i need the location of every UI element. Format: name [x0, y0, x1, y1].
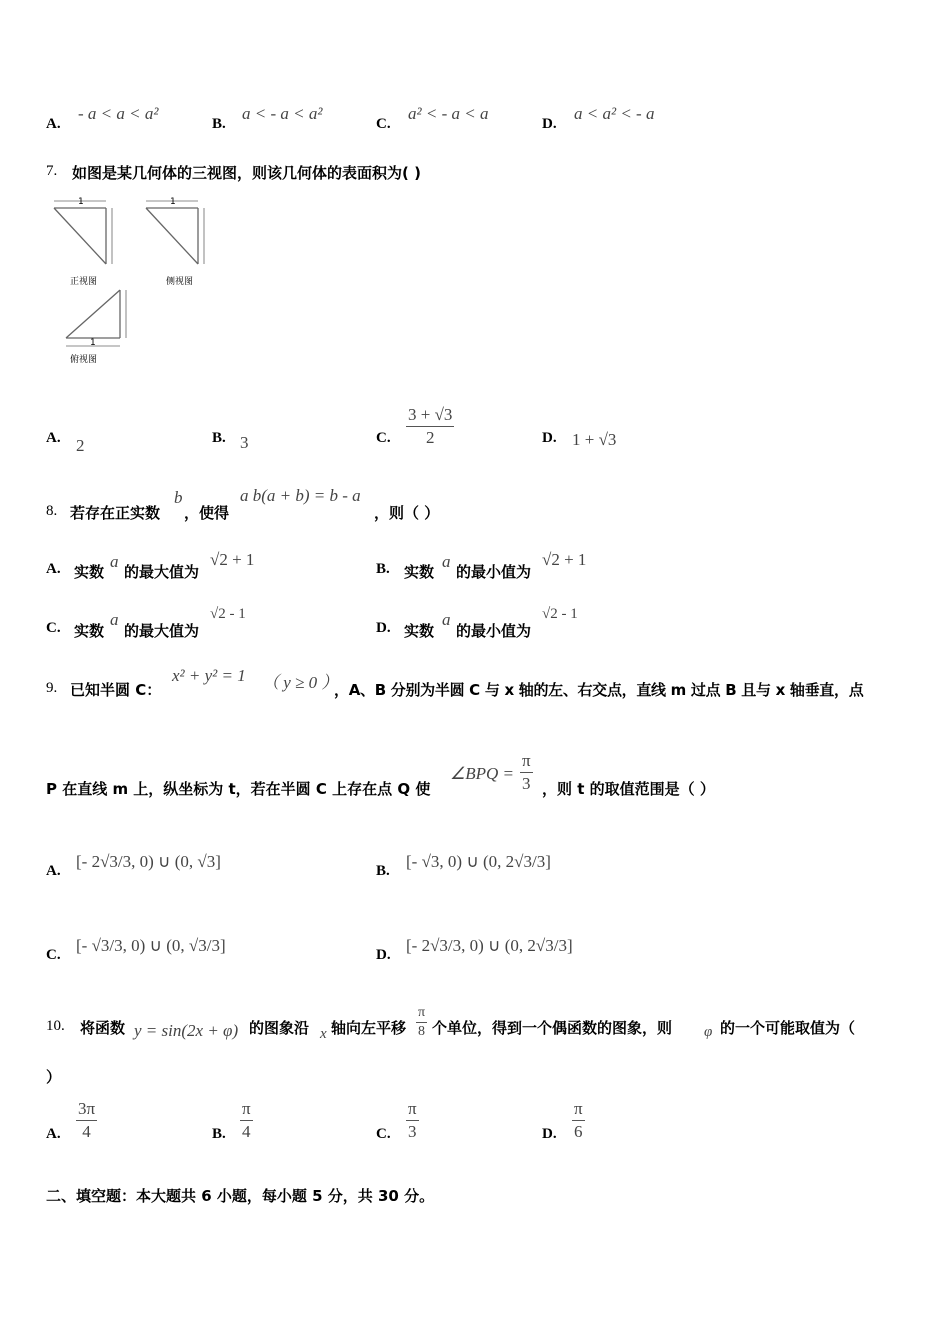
q8-option-a-value: √2 + 1 [210, 550, 255, 569]
q10-option-d-label: D. [542, 1126, 557, 1142]
q7-option-c-fraction [406, 404, 454, 449]
q10-option-a-numerator: 3π [76, 1098, 97, 1121]
q9-text-3: P 在直线 m 上，纵坐标为 t，若在半圆 C 上存在点 Q 使 [46, 780, 431, 798]
q8-option-d-pre: 实数 [404, 622, 435, 640]
top-view [66, 290, 126, 346]
q8-option-c-post: 的最大值为 [124, 622, 200, 640]
q9-condition: （ y ≥ 0 ） [262, 673, 339, 692]
q10-text-cont: ） [46, 1068, 62, 1086]
q8-text-3: ，则（ ） [374, 504, 440, 522]
q10-option-d-denominator: 6 [574, 1122, 583, 1141]
q8-number: 8. [46, 503, 58, 519]
q10-option-c-numerator: π [406, 1098, 419, 1121]
q8-condition: a b(a + b) = b - a [240, 486, 361, 505]
q10-axis: x [320, 1026, 327, 1042]
q7-option-a-expr: 2 [76, 436, 85, 455]
q7-option-b-label: B. [212, 430, 226, 446]
q9-option-b-expr: [- √3, 0) ∪ (0, 2√3/3] [406, 852, 551, 871]
q6-option-c-expr: a² < - a < a [408, 104, 489, 123]
q7-number: 7. [46, 163, 58, 179]
q7-option-d-label: D. [542, 430, 557, 446]
q6-option-c-label: C. [376, 116, 391, 132]
q9-option-b-label: B. [376, 863, 390, 879]
q7-text: 如图是某几何体的三视图，则该几何体的表面积为( ) [72, 164, 421, 182]
q9-text-1: 已知半圆 C： [70, 681, 162, 699]
q10-option-b-numerator: π [240, 1098, 253, 1121]
q10-shift-fraction [416, 1004, 427, 1041]
three-view-figure [48, 196, 218, 372]
q8-option-d-label: D. [376, 620, 391, 636]
q8-var-b: b [174, 488, 183, 507]
q8-option-d-value: √2 - 1 [542, 606, 578, 622]
q9-option-c-label: C. [46, 947, 61, 963]
q9-angle-fraction [520, 750, 533, 795]
q10-text-5: 的一个可能取值为（ [720, 1019, 856, 1037]
q7-option-c-numerator: 3 + √3 [406, 404, 454, 427]
section-2-heading: 二、填空题：本大题共 6 小题，每小题 5 分，共 30 分。 [46, 1187, 435, 1205]
q8-option-c-pre: 实数 [74, 622, 105, 640]
q6-option-b-expr: a < - a < a² [242, 104, 323, 123]
q8-option-b-var: a [442, 552, 451, 571]
q9-option-c-expr: [- √3/3, 0) ∪ (0, √3/3] [76, 936, 226, 955]
front-view [54, 201, 112, 264]
q10-option-d-numerator: π [572, 1098, 585, 1121]
q10-shift-numerator: π [416, 1004, 427, 1023]
q10-text-2: 的图象沿 [249, 1019, 310, 1037]
q9-angle-numerator: π [520, 750, 533, 773]
q8-option-b-pre: 实数 [404, 563, 435, 581]
q8-option-c-var: a [110, 610, 119, 629]
q8-option-b-label: B. [376, 561, 390, 577]
q10-option-d-fraction [572, 1098, 585, 1143]
front-view-caption: 正视图 [70, 277, 98, 287]
q10-option-a-label: A. [46, 1126, 61, 1142]
q8-option-b-post: 的最小值为 [456, 563, 532, 581]
q7-option-c-label: C. [376, 430, 391, 446]
q8-option-a-var: a [110, 552, 119, 571]
q6-option-b-label: B. [212, 116, 226, 132]
q8-option-c-value: √2 - 1 [210, 606, 246, 622]
q9-number: 9. [46, 680, 58, 696]
q8-option-b-value: √2 + 1 [542, 550, 587, 569]
q9-option-a-label: A. [46, 863, 61, 879]
q10-option-c-label: C. [376, 1126, 391, 1142]
top-dim-label: 1 [90, 338, 96, 348]
q9-equation: x² + y² = 1 [172, 666, 246, 685]
q8-option-d-var: a [442, 610, 451, 629]
q9-angle-denominator: 3 [522, 774, 531, 793]
q8-option-d-post: 的最小值为 [456, 622, 532, 640]
q10-function: y = sin(2x + φ) [134, 1021, 239, 1040]
q6-option-d-label: D. [542, 116, 557, 132]
q7-option-d-expr: 1 + √3 [572, 430, 617, 449]
q8-option-a-label: A. [46, 561, 61, 577]
q10-number: 10. [46, 1018, 65, 1034]
q8-option-a-pre: 实数 [74, 563, 105, 581]
q6-option-a-label: A. [46, 116, 61, 132]
q10-option-a-denominator: 4 [82, 1122, 91, 1141]
q8-option-c-label: C. [46, 620, 61, 636]
q6-option-a-expr: - a < a < a² [78, 104, 159, 123]
q10-text-1: 将函数 [80, 1019, 126, 1037]
q10-option-b-label: B. [212, 1126, 226, 1142]
q8-text-1: 若存在正实数 [70, 504, 161, 522]
q10-phi: φ [704, 1024, 713, 1040]
q10-shift-denominator: 8 [418, 1024, 426, 1039]
front-dim-label: 1 [78, 197, 84, 207]
q7-option-b-expr: 3 [240, 433, 249, 452]
q10-option-c-denominator: 3 [408, 1122, 417, 1141]
q9-option-d-expr: [- 2√3/3, 0) ∪ (0, 2√3/3] [406, 936, 573, 955]
side-view [146, 201, 204, 264]
q8-option-a-post: 的最大值为 [124, 563, 200, 581]
q9-angle: ∠BPQ = [450, 764, 515, 783]
side-view-caption: 侧视图 [166, 277, 194, 287]
q10-text-3: 轴向左平移 [331, 1019, 407, 1037]
q10-option-b-fraction [240, 1098, 253, 1143]
q9-text-2: ，A、B 分别为半圆 C 与 x 轴的左、右交点，直线 m 过点 B 且与 x 轴垂直，点 [334, 681, 864, 699]
q9-option-d-label: D. [376, 947, 391, 963]
q10-text-4: 个单位，得到一个偶函数的图象，则 [432, 1019, 673, 1037]
q9-option-a-expr: [- 2√3/3, 0) ∪ (0, √3] [76, 852, 221, 871]
q8-text-2: ，使得 [184, 504, 230, 522]
q10-option-a-fraction [76, 1098, 97, 1143]
q10-option-b-denominator: 4 [242, 1122, 251, 1141]
side-dim-label: 1 [170, 197, 176, 207]
q6-option-d-expr: a < a² < - a [574, 104, 655, 123]
q9-text-4: ，则 t 的取值范围是（ ） [542, 780, 715, 798]
q10-option-c-fraction [406, 1098, 419, 1143]
top-view-caption: 俯视图 [70, 355, 98, 365]
q7-option-a-label: A. [46, 430, 61, 446]
q7-option-c-denominator: 2 [425, 428, 435, 447]
